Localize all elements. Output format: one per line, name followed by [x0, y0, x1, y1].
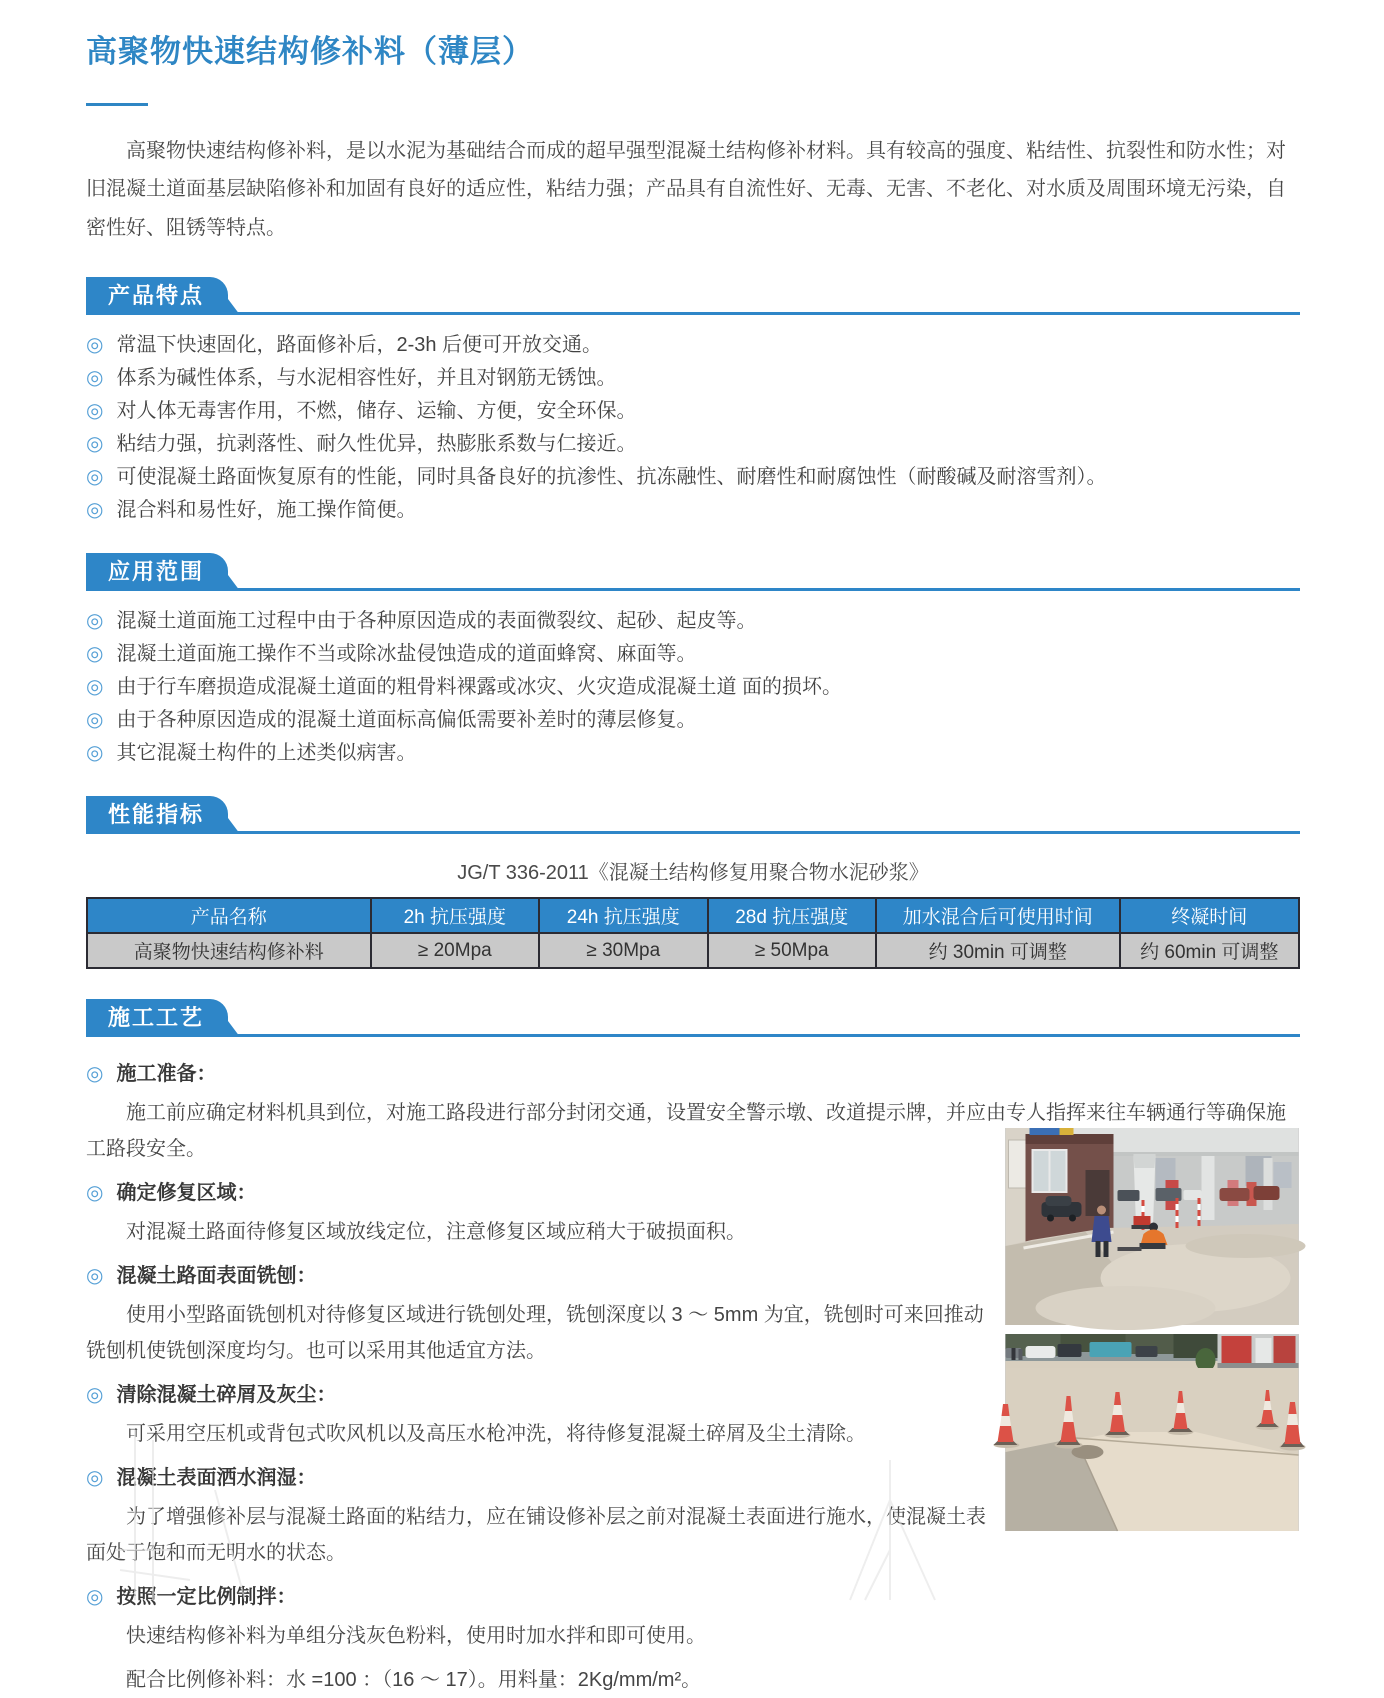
process-step-body: 使用小型路面铣刨机对待修复区域进行铣刨处理，铣刨深度以 3 ～ 5mm 为宜，铣刨时可来回推动铣刨机使铣刨深度均匀。也可以采用其他适宜方法。 — [86, 1304, 984, 1363]
bullet-item — [86, 398, 1300, 424]
process-step-label — [86, 1061, 1300, 1087]
section-badge-applications: 应用范围 — [86, 553, 228, 591]
performance-table — [86, 897, 1300, 969]
bullet-item — [86, 707, 1300, 733]
bullet-item — [86, 608, 1300, 634]
section-header — [86, 999, 1300, 1037]
bullet-text: 由于各种原因造成的混凝土道面标高偏低需要补差时的薄层修复。 — [116, 709, 697, 732]
bullet-text: 混凝土道面施工操作不当或除冰盐侵蚀造成的道面蜂窝、麻面等。 — [116, 643, 697, 666]
bullet-text: 其它混凝土构件的上述类似病害。 — [116, 742, 417, 765]
table-cell: 约 60min 可调整 — [1120, 933, 1299, 968]
bullet-item — [86, 740, 1300, 766]
section-performance — [86, 796, 1300, 969]
process-step-body: 可采用空压机或背包式吹风机以及高压水枪冲洗，将待修复混凝土碎屑及尘土清除。 — [126, 1423, 866, 1446]
process-step-body: 快速结构修补料为单组分浅灰色粉料，使用时加水拌和即可使用。 — [126, 1625, 706, 1648]
ring-bullet-icon: ◎ — [86, 643, 104, 666]
ring-bullet-icon: ◎ — [86, 742, 104, 765]
table-header-cell: 24h 抗压强度 — [539, 898, 707, 933]
table-row — [87, 933, 1299, 968]
section-rule — [86, 312, 1300, 315]
bullet-text: 粘结力强，抗剥落性、耐久性优异，热膨胀系数与仁接近。 — [116, 433, 637, 456]
ring-bullet-icon: ◎ — [86, 1265, 104, 1288]
photo-column — [1005, 1128, 1299, 1540]
bullet-text: 可使混凝土路面恢复原有的性能，同时具备良好的抗渗性、抗冻融性、耐磨性和耐腐蚀性（耐酸碱及耐溶雪剂）。 — [116, 466, 1107, 489]
section-header — [86, 553, 1300, 591]
process-step-title: 混凝土表面洒水润湿： — [116, 1467, 317, 1490]
bullet-text: 体系为碱性体系，与水泥相容性好，并且对钢筋无锈蚀。 — [116, 367, 617, 390]
features-list — [86, 332, 1300, 523]
table-header-row — [87, 898, 1299, 933]
bullet-item — [86, 365, 1300, 391]
ring-bullet-icon: ◎ — [86, 1384, 104, 1407]
ring-bullet-icon: ◎ — [86, 334, 104, 357]
bullet-item — [86, 641, 1300, 667]
ring-bullet-icon: ◎ — [86, 433, 104, 456]
table-cell: ≥ 20Mpa — [371, 933, 539, 968]
section-badge-features: 产品特点 — [86, 277, 228, 315]
table-header-cell: 加水混合后可使用时间 — [876, 898, 1120, 933]
ring-bullet-icon: ◎ — [86, 466, 104, 489]
ring-bullet-icon: ◎ — [86, 1586, 104, 1609]
bullet-item — [86, 464, 1300, 490]
page-title: 高聚物快速结构修补料（薄层） — [86, 34, 534, 69]
ring-bullet-icon: ◎ — [86, 1467, 104, 1490]
table-header-cell: 28d 抗压强度 — [708, 898, 876, 933]
process-step-title: 按照一定比例制拌： — [116, 1586, 297, 1609]
ring-bullet-icon: ◎ — [86, 1182, 104, 1205]
table-cell: ≥ 30Mpa — [539, 933, 707, 968]
ring-bullet-icon: ◎ — [86, 1063, 104, 1086]
table-cell: 高聚物快速结构修补料 — [87, 933, 371, 968]
process-step-title: 混凝土路面表面铣刨： — [116, 1265, 317, 1288]
bullet-text: 混凝土道面施工过程中由于各种原因造成的表面微裂纹、起砂、起皮等。 — [116, 610, 757, 633]
process-step-label — [86, 1584, 1300, 1610]
table-cell: ≥ 50Mpa — [708, 933, 876, 968]
process-step-title: 确定修复区域： — [116, 1182, 257, 1205]
intro-paragraph: 高聚物快速结构修补料，是以水泥为基础结合而成的超早强型混凝土结构修补材料。具有较高的强度、粘结性、抗裂性和防水性；对旧混凝土道面基层缺陷修补和加固有良好的适应性，粘结力强；产品具有自流性好、无毒、无害、不老化、对水质及周围环境无污染，自密性好、阻锈等特点。 — [86, 140, 1286, 239]
ring-bullet-icon: ◎ — [86, 610, 104, 633]
bullet-text: 混合料和易性好，施工操作简便。 — [116, 499, 417, 522]
section-rule — [86, 1034, 1300, 1037]
section-header — [86, 796, 1300, 834]
bullet-text: 常温下快速固化，路面修补后，2-3h 后便可开放交通。 — [116, 334, 603, 357]
section-header — [86, 277, 1300, 315]
section-rule — [86, 831, 1300, 834]
title-underline — [86, 103, 148, 106]
bullet-item — [86, 332, 1300, 358]
ring-bullet-icon: ◎ — [86, 400, 104, 423]
applications-list — [86, 608, 1300, 766]
process-step-body: 配合比例修补料：水 =100 ：（16 ～ 17）。用料量：2Kg/mm/m²。 — [126, 1669, 702, 1692]
photo-pavement-repair-work — [1005, 1128, 1299, 1325]
bullet-text: 由于行车磨损造成混凝土道面的粗骨料裸露或冰灾、火灾造成混凝土道 面的损坏。 — [116, 676, 843, 699]
bullet-item — [86, 431, 1300, 457]
ring-bullet-icon: ◎ — [86, 499, 104, 522]
process-step-body: 施工前应确定材料机具到位，对施工路段进行部分封闭交通，设置安全警示墩、改道提示牌，并应由专人指挥来往车辆通行等确保施工路段安全。 — [86, 1102, 1286, 1161]
bullet-item — [86, 674, 1300, 700]
ring-bullet-icon: ◎ — [86, 709, 104, 732]
section-features — [86, 277, 1300, 523]
section-rule — [86, 588, 1300, 591]
table-cell: 约 30min 可调整 — [876, 933, 1120, 968]
ring-bullet-icon: ◎ — [86, 676, 104, 699]
process-step-body: 为了增强修补层与混凝土路面的粘结力，应在铺设修补层之前对混凝土表面进行施水，使混凝土表面处于饱和而无明水的状态。 — [86, 1506, 986, 1565]
section-badge-process: 施工工艺 — [86, 999, 228, 1037]
section-badge-performance: 性能指标 — [86, 796, 228, 834]
bullet-text: 对人体无毒害作用，不燃，储存、运输、方便，安全环保。 — [116, 400, 637, 423]
ring-bullet-icon: ◎ — [86, 367, 104, 390]
standard-caption: JG/T 336-2011《混凝土结构修复用聚合物水泥砂浆》 — [457, 862, 929, 885]
process-step-title: 清除混凝土碎屑及灰尘： — [116, 1384, 337, 1407]
table-header-cell: 终凝时间 — [1120, 898, 1299, 933]
process-step-body: 对混凝土路面待修复区域放线定位，注意修复区域应稍大于破损面积。 — [126, 1221, 746, 1244]
bullet-item — [86, 497, 1300, 523]
table-header-cell: 2h 抗压强度 — [371, 898, 539, 933]
photo-repaired-pavement-cones — [1005, 1334, 1299, 1531]
process-step-title: 施工准备： — [116, 1063, 217, 1086]
table-header-cell: 产品名称 — [87, 898, 371, 933]
section-applications — [86, 553, 1300, 766]
